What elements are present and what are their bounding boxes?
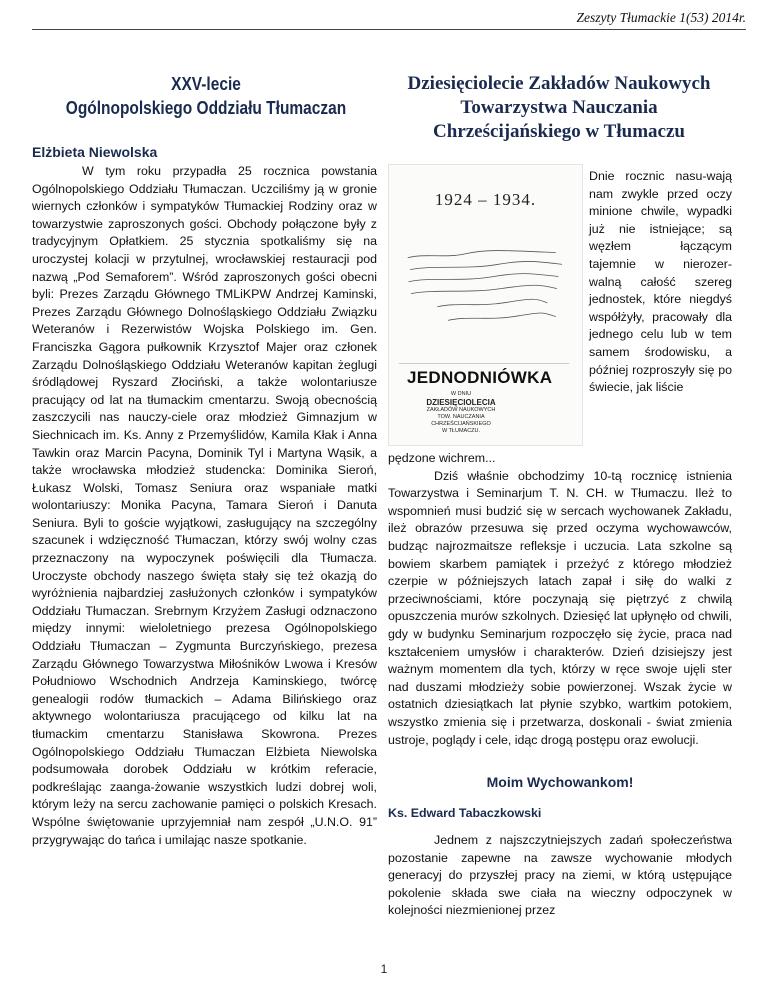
journal-title: Zeszyty Tłumackie 1(53) 2014r. <box>576 10 746 25</box>
cover-sub5: W TŁUMACZU. <box>441 428 481 434</box>
left-article-body <box>32 163 377 849</box>
handwritten-dedication <box>405 244 568 343</box>
cover-sub4: TOW. NAUCZANIA CHRZEŚCIJAŃSKIEGO <box>431 414 491 427</box>
cover-sub3: ZAKŁADÓW NAUKOWYCH <box>426 407 496 413</box>
cover-sub1: W DNIU <box>450 391 472 397</box>
right-title-line3: Chrześcijańskiego w Tłumaczu <box>433 121 685 142</box>
cover-rule <box>399 363 569 364</box>
cover-year: 1924 – 1934. <box>434 190 537 209</box>
section-heading: Moim Wychowankom! <box>486 774 634 790</box>
jednodniowka-cover-image <box>388 164 583 446</box>
right-article-body <box>388 450 732 749</box>
right-wrap-text <box>589 168 732 397</box>
right-title-line1: Dziesięciolecie Zakładów Naukowych <box>407 73 711 94</box>
left-article-author: Elżbieta Niewolska <box>32 144 158 160</box>
cover-subtitle <box>411 391 511 435</box>
left-title-line1: XXV-lecie <box>171 74 241 94</box>
page-number: 1 <box>380 962 388 976</box>
running-header <box>32 10 746 30</box>
section-body <box>388 832 732 920</box>
left-article-title <box>56 72 355 120</box>
left-paragraph: W tym roku przypadła 25 rocznica powstania Ogólnopolskiego Oddziału Tłumaczan. Uczciliśmy ją w gronie wiernych członków i sympatyków Tłumackiej Rodziny oraz w towarzystwie zaproszonych gości. Obchody połączone były z tradycyjnym Opłatkiem. 25 stycznia spotkaliśmy się na uroczystej kolacji w przytulnej, wrocławskiej restauracji pod nazwą „Pod Semaforem”. Wśród zaproszonych gości obecni byli: Prezes Zarządu Głównego TMLiKPW Andrzej Kaminski, Prezes Zarządu Głównego Dolnośląskiego Oddziału Związku Weteranów i Rezerwistów Wojska Polskiego im. Gen. Franciszka Gągora pułkownik Krzysztof Majer oraz członek Zarządu Dolnośląskiego Oddziału Weteranów kapitan żeglugi śródlądowej Ryszard Złociński, a także wolontariusze pracujący od lat na tłumackim cmentarzu. Swoją obecnością zaszczycili nas nauczy-ciele oraz młodzież Gimnazjum w Siechnicach im. Ks. Anny z Przemyślidów, Kamila Kłak i Anna Tawkin oraz Marcin Pacyna, Dominik Tyl i Martyna Wąsik, a także wrocławska młodzież studencka: Dominika Sieroń, Łukasz Wolski, Tomasz Seniura oraz wspaniałe matki wolontariuszy: Monika Pacyna, Tamara Sieroń i Danuta Seniura. Byli to goście wyjątkowi, zasługujący na szczególny szacunek i wdzięczność Tłumaczan, którzy swój wolny czas przeznaczony na wypoczynek poświęcili dla Tłumacza. Uroczyste obchody naszego święta stały się też okazją do wyróżnienia najbardziej zasłużonych członków i sympatyków Oddziału Tłumaczan. Srebrnym Krzyżem Zasługi odznaczono między innymi: wieloletniego prezesa Ogólnopolskiego Oddziału Tłumaczan – Zygmunta Burczyńskiego, prezesa Zarządu Głównego Towarzystwa Miłośników Lwowa i Kresów Południowo Wschodnich Andrzeja Kaminskiego, twórcę genealogii rodów tłumackich – Adama Bilińskiego oraz aktywnego wolontariusza pracującego od kilku lat na tłumackim cmentarzu Stanisława Skowrona. Prezes Ogólnopolskiego Oddziału Tłumaczan Elżbieta Niewolska podsumowała dorobek Oddziału w krótkim referacie, podkreślając zaanga-żowanie wszystkich ludzi dobrej woli, którym leży na sercu zachowanie pamięci o polskich Kresach. Wspólne świętowanie uprzyjemniał nam zespół „U.N.O. 91” przygrywając do tańca i umilając nasze spotkanie. <box>32 164 377 847</box>
handwriting-scribble <box>405 244 568 340</box>
paragraph-anniversary: Dziś właśnie obchodzimy 10-tą rocznicę istnienia Towarzystwa i Seminarjum T. N. CH. w Tłumaczu. Ileż to wspomnień musi budzić się w sercach wychowanek Zakładu, ileż obrazów przesuwa się przed oczyma wychowawców, budząc najrozmaitsze refleksje i uczucia. Lata szkolne są bowiem skarbem pamiątek i przeżyć z którego młodzież czerpie w późniejszych latach zapał i siłę do walki z przeciwnościami, które poczynają się piętrzyć z chwilą opuszczenia murów szkolnych. Dziesięć lat upłynęło od chwili, gdy w budynku Seminarjum rozpoczęło się życie, praca nad kształceniem umysłów i charakterów. Dzień dzisiejszy jest ważnym momentem dla tych, którzy w ręce swoje ujęli ster nad duszami młodzieży sobie powierzonej. Wszak życie w ostatnich dziesiątkach lat płynie szybko, wartkim potokiem, wszystko zmienia się i przetwarza, doskonali - świat zmienia ustroje, poglądy i cele, idąc drogą postępu oraz ewolucji. <box>388 468 732 747</box>
right-article-title <box>385 72 733 144</box>
cover-sub2: DZIESIĘCIOLECIA <box>426 398 496 407</box>
wrap-paragraph: Dnie rocznic nasu-wają nam zwykle przed oczy minione chwile, wypadki już nie istniejące; są węzłem łączącym tajemnie w nierozer-walną całość szereg jednostek, które niegdyś współżyły, pracowały dla jednego celu lub w tem samem środowisku, a później rozproszyły się po świecie, jak liście <box>589 169 732 395</box>
right-title-line2: Towarzystwa Nauczania <box>460 97 658 118</box>
section-paragraph: Jednem z najszczytniejszych zadań społeczeństwa pozostanie zapewne na zawsze wychowanie młodych generacyj do przyszłej pracy na ziemi, w którą ustępujące pokolenie składa swe ciała na wieczny odpoczynek w kolejności niezmienionej przez <box>388 833 732 918</box>
paragraph-continuation: pędzone wichrem... <box>388 451 496 465</box>
left-title-line2: Ogólnopolskiego Oddziału Tłumaczan <box>65 98 347 118</box>
section-author: Ks. Edward Tabaczkowski <box>388 806 542 820</box>
cover-title: JEDNODNIÓWKA <box>407 368 553 387</box>
